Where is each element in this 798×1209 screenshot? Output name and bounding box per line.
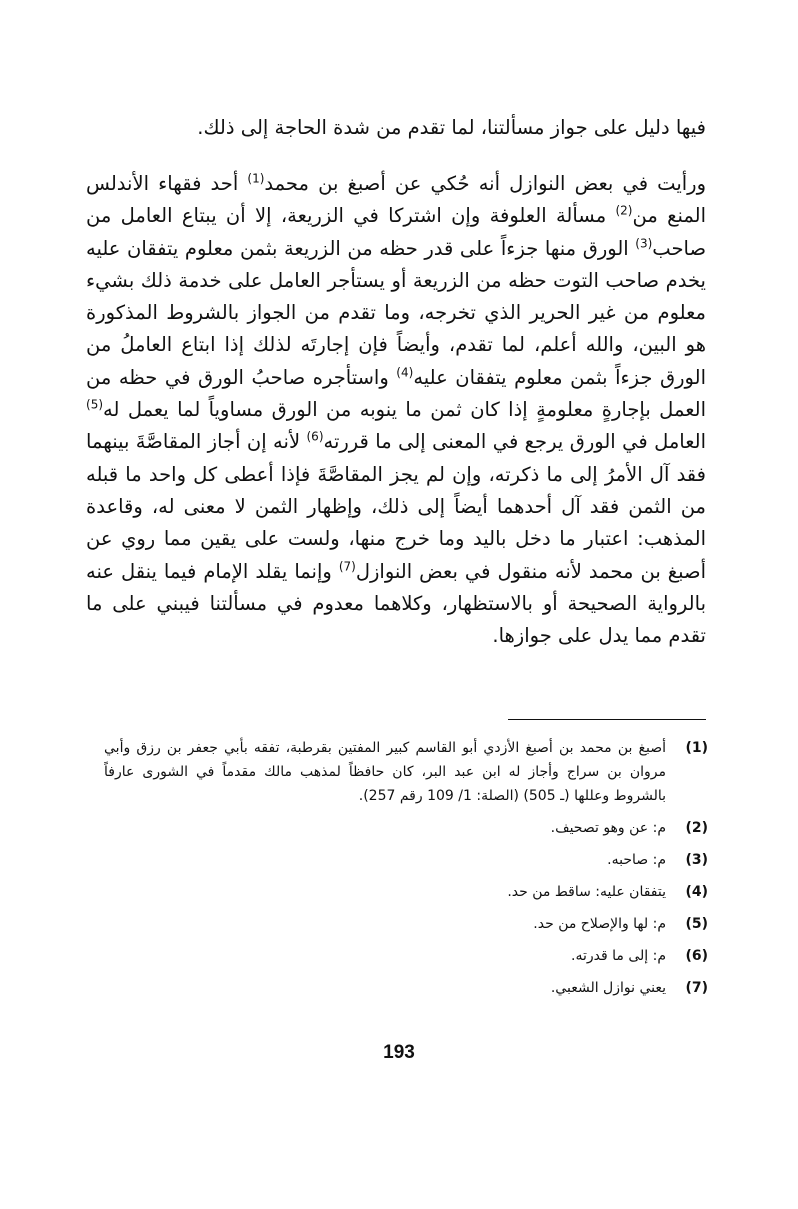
footnote-number: (3) (685, 852, 708, 868)
text-segment: الورق منها جزءاً على قدر حظه من الزريعة بثمن معلوم يتفقان عليه يخدم صاحب التوت حظه من الزريعة أو يستأجر العامل على خدمة ذلك بشيء معلوم من غير الحرير الذي تخرجه، وما تقدم من الجواز بالشروط المذكورة هو البين، والله أعلم، لما تقدم، وأيضاً فإن إجارتَه لذلك إذا ابتاع العاملُ من الورق جزءاً بثمن معلوم يتفقان عليه (86, 236, 706, 389)
footnote-ref-7: (7) (338, 559, 356, 574)
footnotes-list (104, 736, 708, 1008)
footnote-5 (104, 912, 708, 936)
text-segment: وإنما يقلد الإمام فيما ينقل عنه بالرواية الصحيحة أو بالاستظهار، وكلاهما معدوم في مسألتنا فيبني على ما تقدم مما يدل على جوازها. (86, 559, 706, 648)
text-segment: العامل في الورق يرجع في المعنى إلى ما قررته (323, 430, 707, 454)
footnote-number: (1) (685, 740, 708, 756)
footnote-1 (104, 736, 708, 808)
footnote-ref-6: (6) (306, 429, 324, 444)
footnote-text: م: إلى ما قدرته. (571, 948, 666, 964)
footnote-text: م: صاحبه. (607, 852, 666, 868)
footnote-separator (508, 719, 706, 720)
footnote-number: (5) (685, 916, 708, 932)
footnote-number: (6) (685, 948, 708, 964)
footnote-text: يعني نوازل الشعبي. (550, 980, 666, 996)
footnote-ref-5: (5) (86, 397, 104, 412)
text-segment: أحد فقهاء الأندلس المنع من (86, 172, 706, 228)
text-segment: مسألة العلوفة وإن اشتركا في الزريعة، إلا أن يبتاع العامل من صاحب (86, 204, 706, 260)
page-number: 193 (383, 1042, 415, 1063)
footnote-number: (7) (685, 980, 708, 996)
text-segment: لأنه إن أجاز المقاصَّةَ بينهما فقد آل الأمرُ إلى ما ذكرته، وإن لم يجز المقاصَّةَ فإذا أعطى كل واحد ما قبله من الثمن فقد آل أحدهما أيضاً إلى ذلك، وإظهار الثمن لا معنى له، وقاعدة المذهب: اعتبار ما دخل باليد وما خرج منها، ولست على يقين مما روي عن أصبغ بن محمد لأنه منقول في بعض النوازل (86, 430, 706, 583)
paragraph-1: فيها دليل على جواز مسألتنا، لما تقدم من شدة الحاجة إلى ذلك. (197, 116, 706, 139)
footnote-7 (104, 976, 708, 1000)
footnote-ref-4: (4) (396, 365, 414, 380)
footnote-ref-2: (2) (615, 203, 633, 218)
footnote-text: م: عن وهو تصحيف. (550, 820, 666, 836)
footnote-text: م: لها والإصلاح من حد. (533, 916, 666, 932)
footnote-6 (104, 944, 708, 968)
text-segment: واستأجره صاحبُ الورق في حظه من العمل بإجارةٍ معلومةٍ إذا كان ثمن ما ينوبه من الورق مساوياً لما يعمل له (86, 365, 706, 422)
footnote-text: يتفقان عليه: ساقط من حد. (507, 884, 666, 900)
footnote-ref-1: (1) (247, 171, 265, 186)
footnote-number: (2) (685, 820, 708, 836)
footnote-4 (104, 880, 708, 904)
footnote-ref-3: (3) (635, 236, 653, 251)
footnote-number: (4) (685, 884, 708, 900)
footnote-2 (104, 816, 708, 840)
footnote-3 (104, 848, 708, 872)
paragraph-2 (86, 168, 706, 652)
text-segment: ورأيت في بعض النوازل أنه حُكي عن أصبغ بن محمد (264, 172, 706, 195)
footnote-text: أصبغ بن محمد بن أصبغ الأزدي أبو القاسم كبير المفتين بقرطبة، تفقه بأبي جعفر بن رزق وأبي مروان بن سراج وأجاز له ابن عبد البر، كان حافظاً لمذهب مالك مقدماً في الشورى عارفاً بالشروط وعللها (ـ 505) (الصلة: 1/ 109 رقم 257). (104, 740, 666, 804)
